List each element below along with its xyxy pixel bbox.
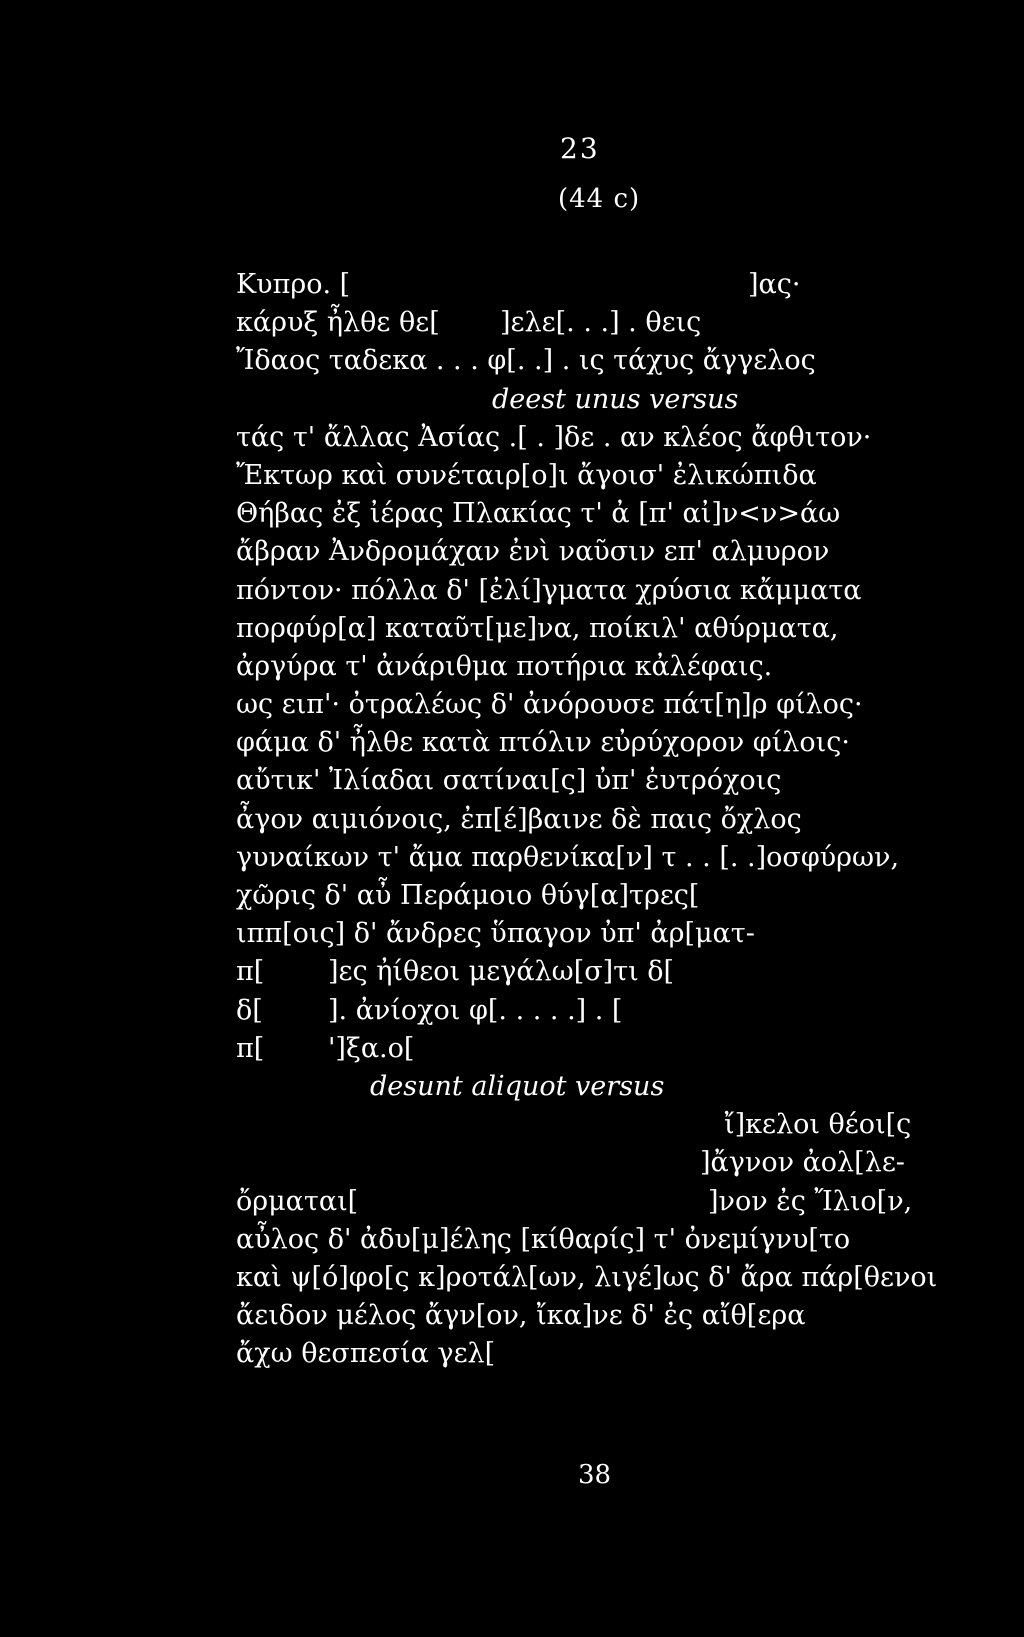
editorial-note — [236, 381, 966, 419]
verse-segment: αὔτικ' Ἰλίαδαι σατίναι[ς] ὐπ' ἐυτρόχοις — [236, 765, 782, 797]
verse-line — [236, 610, 966, 648]
verse-line — [236, 457, 966, 495]
verse-line — [236, 533, 966, 571]
verse-segment: π[ — [236, 956, 265, 988]
verse-segment: καὶ ψ[ό]φο[ς κ]ροτάλ[ων, λιγέ]ως δ' ἄρα πάρ[θενοι — [236, 1261, 938, 1293]
verse-line — [236, 342, 966, 380]
verse-line — [236, 1335, 966, 1373]
verse-segment: πορφύρ[α] καταῦτ[με]να, ποίκιλ' αθύρματα, — [236, 612, 839, 644]
verse-segment: ]. ἀνίοχοι φ[. . . . .] . [ — [328, 994, 623, 1026]
verse-segment: ]νον ἐς Ἴλιο[ν, — [708, 1185, 913, 1217]
verse-line — [236, 304, 966, 342]
verse-segment: Κυπρο. [ — [236, 269, 351, 300]
folio-number: 38 — [578, 1460, 612, 1490]
verse-line — [236, 1259, 966, 1297]
verse-line — [236, 1030, 966, 1068]
verse-segment: ἄχω θεσπεσία γελ[ — [236, 1338, 496, 1370]
verse-segment: ]ας· — [748, 269, 801, 300]
verse-segment: ]ελε[. . .] . θεις — [500, 307, 702, 339]
verse-segment: ὄρμαται[ — [236, 1185, 359, 1217]
verse-segment: ἴ]κελοι θέοι[ς — [724, 1109, 912, 1141]
verse-segment: Θήβας ἐξ ἰέρας Πλακίας τ' ἀ [π' αἰ]ν<ν>άω — [236, 498, 841, 530]
verse-segment: ως ειπ'· ὀτραλέως δ' ἀνόρουσε πάτ[η]ρ φίλος· — [236, 689, 863, 721]
verse-segment: ἆγον αιμιόνοις, ἐπ[έ]βαινε δὲ παις ὄχλος — [236, 803, 802, 835]
verse-segment: χῶρις δ' αὖ Περάμοιο θύγ[α]τρες[ — [236, 880, 700, 911]
verse-segment: αὖλος δ' ἀδυ[μ]έλης [κίθαρίς] τ' ὀνεμίγνυ[το — [236, 1223, 851, 1255]
verse-segment: ιππ[οις] δ' ἄνδρες ὕπαγον ὐπ' ἀρ[ματ- — [236, 918, 755, 950]
verse-line — [236, 648, 966, 686]
verse-segment: ἄειδον μέλος ἄγν[ον, ἴκα]νε δ' ἐς αἴθ[ερα — [236, 1300, 806, 1332]
verse-line — [236, 1144, 966, 1182]
editorial-note-text: deest unus versus — [492, 383, 739, 415]
verse-line — [236, 992, 966, 1030]
verse-segment: γυναίκων τ' ἄμα παρθενίκα[ν] τ . . [. .]οσφύρων, — [236, 841, 900, 873]
verse-line — [236, 1183, 966, 1221]
verse-segment: ἄβραν Ἀνδρομάχαν ἐνὶ ναῦσιν επ' αλμυρον — [236, 536, 830, 568]
verse-segment: δ[ — [236, 994, 263, 1026]
verse-line — [236, 915, 966, 953]
verse-line — [236, 953, 966, 991]
verse-line — [236, 762, 966, 800]
verse-segment: Ἴδαος ταδεκα . . . φ[. .] . ις τάχυς ἄγγελος — [236, 345, 816, 377]
verse-segment: ']ξα.ο[ — [328, 1032, 415, 1064]
verse-line — [236, 1221, 966, 1259]
fragment-reference: (44 c) — [558, 184, 641, 214]
verse-line — [236, 495, 966, 533]
verse-segment: φάμα δ' ἦλθε κατὰ πτόλιν εὐρύχορον φίλοις· — [236, 727, 850, 759]
verse-line — [236, 801, 966, 839]
verse-line — [236, 724, 966, 762]
verse-line — [236, 877, 966, 915]
poem-text — [236, 266, 966, 1373]
verse-segment: ἀργύρα τ' ἀνάριθμα ποτήρια κἀλέφαις. — [236, 650, 773, 682]
editorial-note — [236, 1068, 966, 1106]
verse-segment: τάς τ' ἄλλας Ἀσίας .[ . ]δε . αν κλέος ἄφθιτον· — [236, 421, 872, 453]
verse-line — [236, 686, 966, 724]
verse-line — [236, 419, 966, 457]
verse-segment: Ἔκτωρ καὶ συνέταιρ[ο]ι ἄγοισ' ἐλικώπιδα — [236, 459, 817, 491]
verse-line — [236, 1297, 966, 1335]
page-number: 23 — [560, 132, 600, 165]
verse-segment: πόντον· πόλλα δ' [ἐλί]γματα χρύσια κἄμματα — [236, 574, 862, 606]
verse-segment: ]ες ἠίθεοι μεγάλω[σ]τι δ[ — [328, 956, 675, 988]
verse-line — [236, 1106, 966, 1144]
verse-line — [236, 266, 966, 304]
editorial-note-text: desunt aliquot versus — [370, 1070, 665, 1102]
verse-segment: κάρυξ ἦλθε θε[ — [236, 307, 440, 339]
verse-segment: π[ — [236, 1032, 265, 1064]
verse-line — [236, 572, 966, 610]
verse-segment: ]ἄγνον ἀολ[λε- — [700, 1147, 905, 1179]
verse-line — [236, 839, 966, 877]
